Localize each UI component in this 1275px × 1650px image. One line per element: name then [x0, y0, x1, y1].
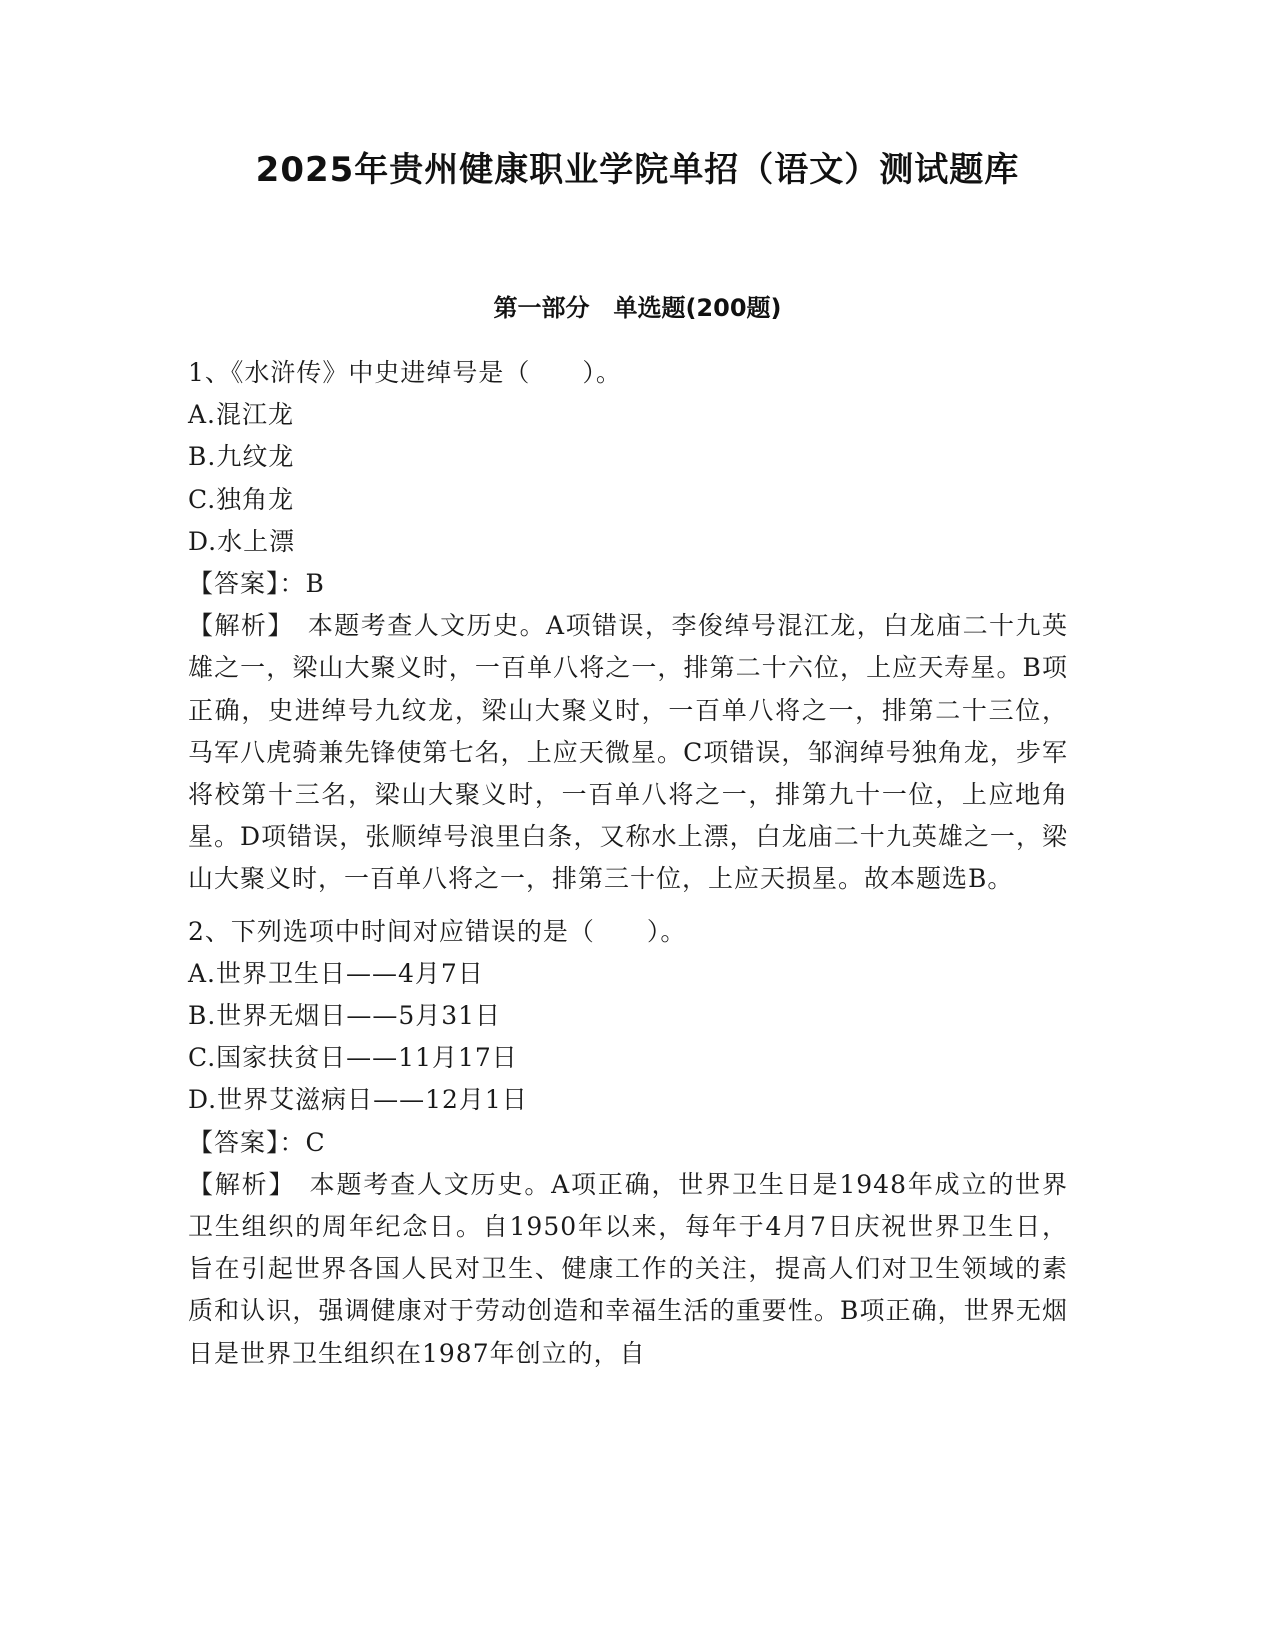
question-list: [188, 352, 1068, 1385]
analysis-text: 【解析】 本题考查人文历史。A项正确，世界卫生日是1948年成立的世界卫生组织的周年纪念日。自1950年以来，每年于4月7日庆祝世界卫生日，旨在引起世界各国人民对卫生、健康工作的关注，提高人们对卫生领域的素质和认识，强调健康对于劳动创造和幸福生活的重要性。B项正确，世界无烟日是世界卫生组织在1987年创立的，自: [188, 1169, 1068, 1368]
option-d: D.水上漂: [188, 526, 296, 556]
analysis-text: 【解析】 本题考查人文历史。A项错误，李俊绰号混江龙，白龙庙二十九英雄之一，梁山大聚义时，一百单八将之一，排第二十六位，上应天寿星。B项正确，史进绰号九纹龙，梁山大聚义时，一百单八将之一，排第二十三位，马军八虎骑兼先锋使第七名，上应天微星。C项错误，邹润绰号独角龙，步军将校第十三名，梁山大聚义时，一百单八将之一，排第九十一位，上应地角星。D项错误，张顺绰号浪里白条，又称水上漂，白龙庙二十九英雄之一，梁山大聚义时，一百单八将之一，排第三十位，上应天损星。故本题选B。: [188, 611, 1068, 894]
section-heading: 第一部分 单选题(200题): [493, 294, 782, 322]
question-item: [188, 911, 1068, 1375]
option-c: C.国家扶贫日——11月17日: [188, 1043, 518, 1073]
question-stem: 1、《水浒传》中史进绰号是（ ）。: [188, 358, 622, 387]
document-title: 2025年贵州健康职业学院单招（语文）测试题库: [255, 150, 1020, 190]
question-item: [188, 352, 1068, 901]
option-b: B.九纹龙: [188, 442, 295, 472]
option-b: B.世界无烟日——5月31日: [188, 1001, 502, 1031]
option-a: A.世界卫生日——4月7日: [188, 958, 484, 988]
option-c: C.独角龙: [188, 484, 295, 514]
option-d: D.世界艾滋病日——12月1日: [188, 1085, 528, 1115]
option-a: A.混江龙: [188, 400, 295, 430]
answer-line: 【答案】：C: [188, 1127, 326, 1157]
question-stem: 2、下列选项中时间对应错误的是（ ）。: [188, 916, 687, 946]
answer-line: 【答案】：B: [188, 569, 325, 599]
